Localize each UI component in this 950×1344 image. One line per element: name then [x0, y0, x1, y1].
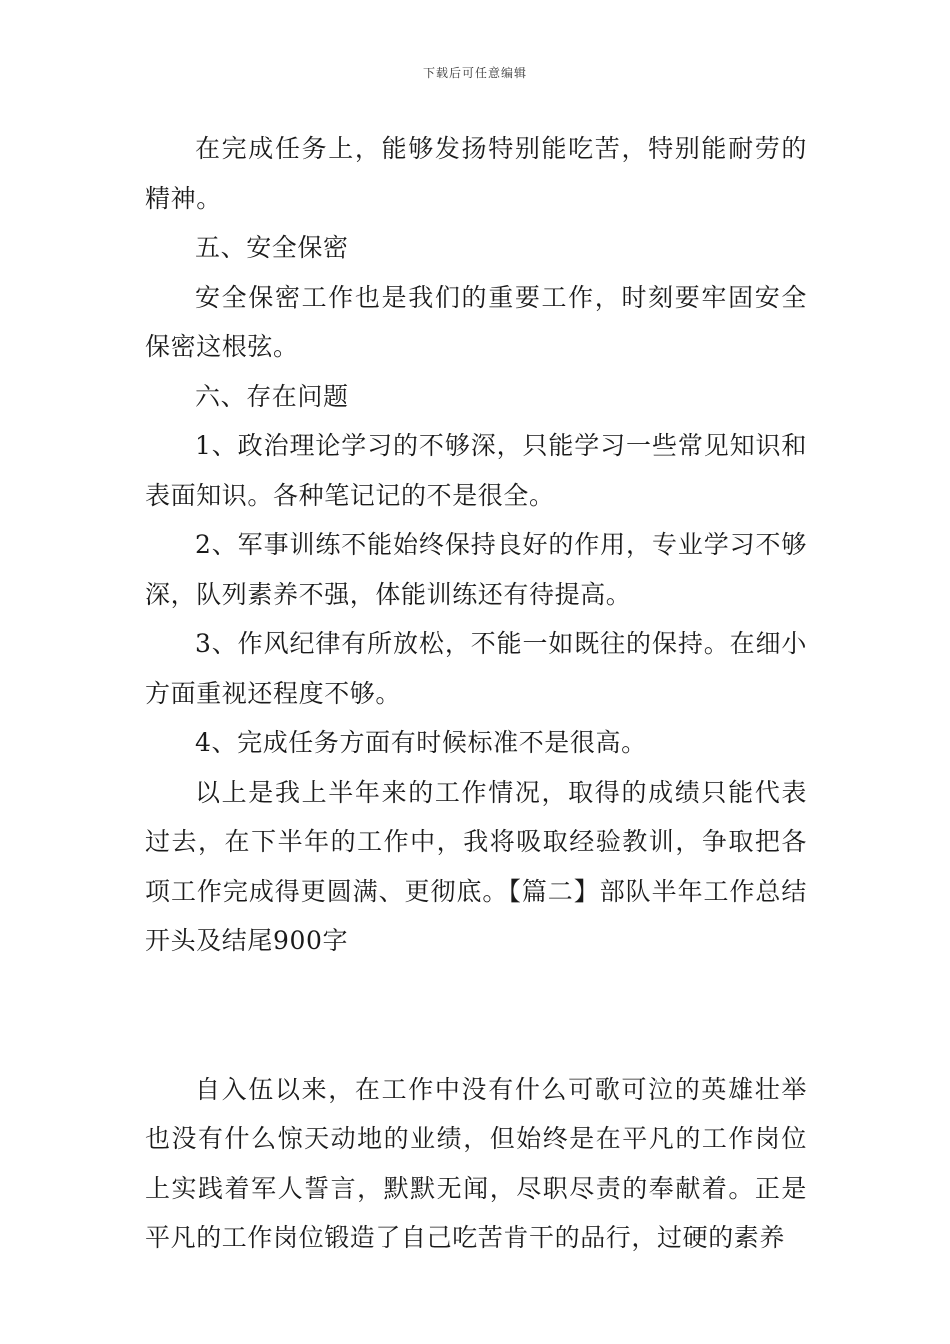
paragraph-spirit: 在完成任务上，能够发扬特别能吃苦，特别能耐劳的精神。 — [145, 134, 807, 213]
paragraph-problem-2: 2、军事训练不能始终保持良好的作用，专业学习不够深，队列素养不强，体能训练还有待提高。 — [145, 530, 807, 609]
paragraph-conclusion: 以上是我上半年来的工作情况，取得的成绩只能代表过去，在下半年的工作中，我将吸取经验教训，争取把各项工作完成得更圆满、更彻底。【篇二】部队半年工作总结开头及结尾900字 — [145, 777, 807, 955]
page-header-note: 下载后可任意编辑 — [422, 66, 527, 80]
document-body — [145, 124, 807, 1263]
section-heading-problems: 六、存在问题 — [195, 381, 349, 411]
paragraph-gap — [145, 966, 807, 1065]
section-heading-security: 五、安全保密 — [195, 233, 349, 262]
paragraph-security: 安全保密工作也是我们的重要工作，时刻要牢固安全保密这根弦。 — [145, 282, 807, 361]
paragraph-problem-4: 4、完成任务方面有时候标准不是很高。 — [195, 728, 647, 757]
paragraph-problem-1: 1、政治理论学习的不够深，只能学习一些常见知识和表面知识。各种笔记记的不是很全。 — [145, 431, 807, 510]
paragraph-problem-3: 3、作风纪律有所放松，不能一如既往的保持。在细小方面重视还程度不够。 — [145, 629, 807, 708]
paragraph-enlistment: 自入伍以来，在工作中没有什么可歌可泣的英雄壮举也没有什么惊天动地的业绩，但始终是在平凡的工作岗位上实践着军人誓言，默默无闻，尽职尽责的奉献着。正是平凡的工作岗位锻造了自己吃苦肯干的品行，过硬的素养 — [145, 1074, 807, 1252]
